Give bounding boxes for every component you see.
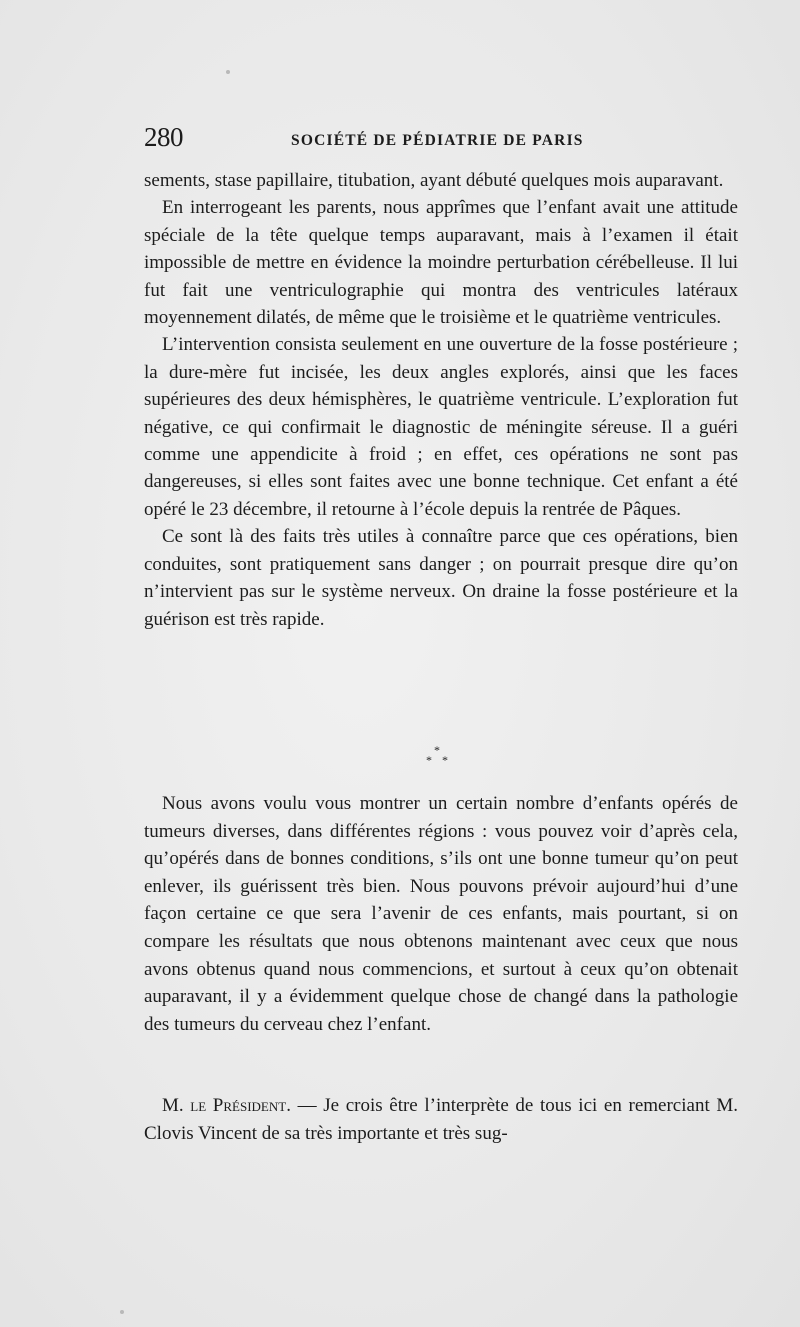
speaker-name: M. le Président. (162, 1095, 291, 1116)
paragraph-interrogation: En interrogeant les parents, nous apprîmes que l’enfant avait une attitude spéciale de la tête quelque temps auparavant, mais à l’examen il était impossible de mettre en évidence la moindre perturbation cérébelleuse. Il lui fut fait une ventriculographie qui montra des ventricules latéraux moyennement dilatés, de même que le troisième et le quatrième ventricules. (144, 197, 738, 329)
paragraph-continued: sements, stase papillaire, titubation, ayant débuté quelques mois auparavant. (144, 170, 724, 191)
page-number: 280 (144, 122, 183, 152)
asterism-star-left: * (426, 753, 432, 767)
third-text-block (144, 1092, 738, 1147)
section-asterism (420, 744, 460, 774)
paper-speck (226, 70, 230, 74)
president-remarks: — Je crois être l’interprète de tous ici en remerciant M. Clovis Vincent de sa très importante et très sug- (144, 1095, 738, 1144)
page-header (144, 122, 740, 158)
paragraph-president (144, 1092, 738, 1147)
running-head: SOCIÉTÉ DE PÉDIATRIE DE PARIS (291, 132, 584, 149)
second-text-block (144, 790, 738, 1038)
asterism-star-top: * (434, 743, 440, 757)
main-text-block (144, 167, 738, 633)
paragraph-useful-facts: Ce sont là des faits très utiles à connaître parce que ces opérations, bien conduites, sont pratiquement sans danger ; on pourrait presque dire qu’on n’intervient pas sur le système nerveux. On draine la fosse postérieure et la guérison est très rapide. (144, 526, 738, 630)
paragraph-children-operated: Nous avons voulu vous montrer un certain nombre d’enfants opérés de tumeurs diverses, dans différentes régions : vous pouvez voir d’après cela, qu’opérés dans de bonnes conditions, s’ils ont une bonne tumeur qu’on peut enlever, ils guérissent très bien. Nous pouvons prévoir aujourd’hui d’une façon certaine ce que sera l’avenir de ces enfants, mais pourtant, si on compare les résultats que nous obtenons maintenant avec ceux que nous avons obtenus quand nous commencions, et surtout à ceux qu’on obtenait auparavant, il y a évidemment quelque chose de changé dans la pathologie des tumeurs du cerveau chez l’enfant. (144, 793, 738, 1035)
paragraph-intervention: L’intervention consista seulement en une ouverture de la fosse postérieure ; la dure-mère fut incisée, les deux angles explorés, ainsi que les faces supérieures des deux hémisphères, le quatrième ventricule. L’exploration fut négative, ce qui confirmait le diagnostic de méningite séreuse. Il a guéri comme une appendicite à froid ; en effet, ces opérations ne sont pas dangereuses, si elles sont faites avec une bonne technique. Cet enfant a été opéré le 23 décembre, il retourne à l’école depuis la rentrée de Pâques. (144, 334, 738, 520)
paper-speck (120, 1310, 124, 1314)
asterism-star-right: * (442, 753, 448, 767)
